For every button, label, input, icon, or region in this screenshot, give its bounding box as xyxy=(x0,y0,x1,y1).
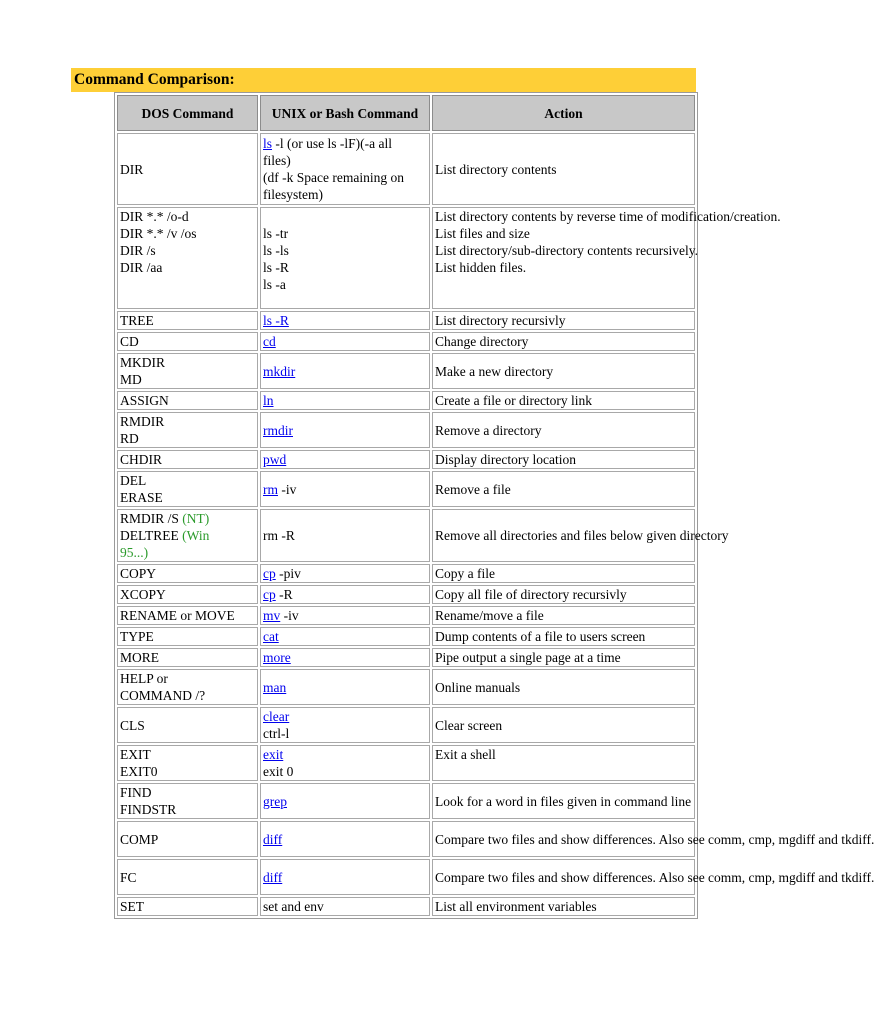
action-description: Copy all file of directory recursivly xyxy=(435,587,627,602)
unix-command-text: (df -k Space remaining on xyxy=(263,170,404,185)
dos-command-cell xyxy=(117,783,258,819)
action-cell xyxy=(432,627,695,646)
dos-command: FIND xyxy=(120,785,152,800)
unix-command xyxy=(263,527,427,544)
action-description: Online manuals xyxy=(435,679,521,695)
dos-command-cell xyxy=(117,564,258,583)
dos-command: FC xyxy=(120,869,137,885)
unix-command-cell xyxy=(260,669,430,705)
table-row xyxy=(117,311,695,330)
unix-command-link[interactable]: man xyxy=(263,679,287,695)
unix-command-cell xyxy=(260,391,430,410)
unix-command-text: -iv xyxy=(278,481,297,497)
dos-command-cell xyxy=(117,471,258,507)
unix-command-cell xyxy=(260,471,430,507)
dos-command: TREE xyxy=(120,313,154,328)
dos-command: COMP xyxy=(120,831,159,847)
unix-command-link[interactable]: ls xyxy=(263,136,273,151)
unix-command-text: ls -R xyxy=(263,260,289,275)
table-row xyxy=(117,412,695,448)
dos-command: CHDIR xyxy=(120,452,163,467)
unix-command-cell xyxy=(260,311,430,330)
dos-command: MORE xyxy=(120,650,160,665)
unix-command-cell xyxy=(260,745,430,781)
table-row xyxy=(117,859,695,895)
action-description: Dump contents of a file to users screen xyxy=(435,629,646,644)
table-row xyxy=(117,821,695,857)
unix-command xyxy=(263,679,427,696)
unix-command-text: exit 0 xyxy=(263,764,294,779)
table-header-row xyxy=(117,95,695,131)
unix-command-cell xyxy=(260,783,430,819)
action-cell xyxy=(432,897,695,916)
unix-command-link[interactable]: cp xyxy=(263,566,276,581)
table-row xyxy=(117,627,695,646)
unix-command xyxy=(263,649,427,666)
header-unix-command: UNIX or Bash Command xyxy=(260,95,430,131)
unix-command xyxy=(263,565,427,582)
unix-command-link[interactable]: grep xyxy=(263,793,287,809)
action-description: Look for a word in files given in command line xyxy=(435,793,692,809)
action-cell xyxy=(432,821,874,857)
action-description: Remove a directory xyxy=(435,422,542,438)
unix-command xyxy=(263,869,427,886)
action-cell xyxy=(432,412,695,448)
action-description: Pipe output a single page at a time xyxy=(435,650,621,665)
table-row xyxy=(117,391,695,410)
action-cell xyxy=(432,450,695,469)
unix-command-link[interactable]: ls -R xyxy=(263,313,289,328)
action-description: Exit a shell xyxy=(435,747,496,762)
dos-command-cell xyxy=(117,821,258,857)
table-row xyxy=(117,669,695,705)
unix-command-text: ls -tr xyxy=(263,226,289,241)
table-row xyxy=(117,606,695,625)
dos-command-cell xyxy=(117,332,258,351)
unix-command-text: -iv xyxy=(280,608,299,623)
platform-note: 95...) xyxy=(120,545,149,560)
table-row xyxy=(117,897,695,916)
unix-command-link[interactable]: cd xyxy=(263,334,276,349)
unix-command xyxy=(263,186,427,203)
unix-command-text: -piv xyxy=(275,566,301,581)
unix-command-text: files) xyxy=(263,153,291,168)
action-cell xyxy=(432,585,695,604)
action-description: Compare two files and show differences. Also see comm, cmp, mgdiff and tkdiff. xyxy=(435,869,874,885)
dos-command-cell xyxy=(117,627,258,646)
unix-command-cell xyxy=(260,897,430,916)
action-description: Remove a file xyxy=(435,481,511,497)
unix-command-link[interactable]: rm xyxy=(263,481,278,497)
action-description: List directory contents xyxy=(435,161,557,177)
dos-command-cell xyxy=(117,207,258,309)
action-description: Clear screen xyxy=(435,717,503,733)
table-row xyxy=(117,783,695,819)
unix-command xyxy=(263,763,427,780)
dos-command: DIR /aa xyxy=(120,260,163,275)
dos-command: DIR *.* /v /os xyxy=(120,226,197,241)
action-cell xyxy=(432,859,874,895)
dos-command: XCOPY xyxy=(120,587,166,602)
unix-command-text: ls -ls xyxy=(263,243,289,258)
unix-command-link[interactable]: ln xyxy=(263,393,274,408)
action-description: Compare two files and show differences. Also see comm, cmp, mgdiff and tkdiff. xyxy=(435,831,874,847)
dos-command: DIR /s xyxy=(120,243,156,258)
action-cell xyxy=(432,564,695,583)
unix-command-link[interactable]: clear xyxy=(263,709,290,724)
unix-command-cell xyxy=(260,821,430,857)
action-description: Change directory xyxy=(435,334,529,349)
unix-command-link[interactable]: exit xyxy=(263,747,284,762)
unix-command-text: filesystem) xyxy=(263,187,323,202)
section-title: Command Comparison: xyxy=(71,68,696,92)
action-description: Make a new directory xyxy=(435,363,554,379)
table-row xyxy=(117,450,695,469)
dos-command-text: RMDIR /S xyxy=(120,511,183,526)
dos-command-text: DELTREE xyxy=(120,528,183,543)
header-dos-command: DOS Command xyxy=(117,95,258,131)
unix-command-cell xyxy=(260,332,430,351)
dos-command: ASSIGN xyxy=(120,393,169,408)
unix-command-link[interactable]: diff xyxy=(263,831,283,847)
dos-command-cell xyxy=(117,353,258,389)
dos-command: ERASE xyxy=(120,490,163,505)
dos-command-cell xyxy=(117,669,258,705)
action-description: List all environment variables xyxy=(435,899,597,914)
unix-command xyxy=(263,225,427,242)
unix-command-text: -R xyxy=(275,587,293,602)
unix-command-text: ctrl-l xyxy=(263,726,290,741)
dos-command-cell xyxy=(117,606,258,625)
unix-command xyxy=(263,898,427,915)
dos-command: CD xyxy=(120,334,139,349)
unix-command-text: set and env xyxy=(263,899,324,914)
dos-command: RD xyxy=(120,431,139,446)
unix-command xyxy=(263,607,427,624)
action-cell xyxy=(432,353,695,389)
unix-command-cell xyxy=(260,859,430,895)
table-row xyxy=(117,564,695,583)
action-cell xyxy=(432,783,695,819)
unix-command xyxy=(263,392,427,409)
unix-command xyxy=(263,276,427,293)
dos-command-cell xyxy=(117,412,258,448)
unix-command xyxy=(263,586,427,603)
action-description: List directory contents by reverse time of modification/creation. xyxy=(435,209,781,224)
action-cell xyxy=(432,332,695,351)
unix-command xyxy=(263,725,427,742)
unix-command xyxy=(263,169,427,186)
dos-command xyxy=(120,527,255,544)
action-description: List directory/sub-directory contents recursively. xyxy=(435,243,699,258)
unix-command xyxy=(263,628,427,645)
table-row xyxy=(117,509,695,562)
unix-command-cell xyxy=(260,707,430,743)
unix-command-cell xyxy=(260,133,430,205)
unix-command-link[interactable]: cp xyxy=(263,587,276,602)
unix-command xyxy=(263,333,427,350)
platform-note: (Win xyxy=(182,528,210,543)
unix-command-cell xyxy=(260,412,430,448)
dos-command xyxy=(120,510,255,527)
action-description: Display directory location xyxy=(435,452,576,467)
dos-command: HELP or xyxy=(120,671,168,686)
action-cell xyxy=(432,648,695,667)
dos-command: DIR xyxy=(120,161,144,177)
dos-command-cell xyxy=(117,450,258,469)
command-comparison-table xyxy=(114,92,874,919)
unix-command xyxy=(263,242,427,259)
unix-command-link[interactable]: more xyxy=(263,650,291,665)
unix-command-cell xyxy=(260,207,430,309)
table-row xyxy=(117,745,695,781)
unix-command-cell xyxy=(260,648,430,667)
table-row xyxy=(117,648,695,667)
unix-command-link[interactable]: mkdir xyxy=(263,363,296,379)
unix-command-link[interactable]: pwd xyxy=(263,452,287,467)
action-description: Rename/move a file xyxy=(435,608,544,623)
action-description: Create a file or directory link xyxy=(435,393,593,408)
action-cell xyxy=(432,669,695,705)
unix-command xyxy=(263,152,427,169)
table-row xyxy=(117,585,695,604)
action-cell xyxy=(432,745,695,781)
table-row xyxy=(117,471,695,507)
unix-command xyxy=(263,793,427,810)
action-cell xyxy=(432,311,695,330)
unix-command xyxy=(263,422,427,439)
unix-command-cell xyxy=(260,606,430,625)
unix-command xyxy=(263,135,427,152)
dos-command: SET xyxy=(120,899,145,914)
action-description: List files and size xyxy=(435,226,530,241)
action-cell xyxy=(432,707,695,743)
unix-command xyxy=(263,259,427,276)
unix-command-cell xyxy=(260,450,430,469)
action-cell xyxy=(432,391,695,410)
action-description: List hidden files. xyxy=(435,260,527,275)
unix-command xyxy=(263,451,427,468)
table-row xyxy=(117,353,695,389)
unix-command xyxy=(263,312,427,329)
dos-command-cell xyxy=(117,648,258,667)
dos-command-cell xyxy=(117,897,258,916)
dos-command: CLS xyxy=(120,717,145,733)
table-row xyxy=(117,332,695,351)
dos-command: DIR *.* /o-d xyxy=(120,209,189,224)
platform-note: (NT) xyxy=(182,511,210,526)
action-cell xyxy=(432,133,695,205)
unix-command-cell xyxy=(260,353,430,389)
dos-command: FINDSTR xyxy=(120,802,177,817)
unix-command-link[interactable]: mv xyxy=(263,608,281,623)
dos-command: MD xyxy=(120,372,142,387)
dos-command-cell xyxy=(117,585,258,604)
unix-command-link[interactable]: rmdir xyxy=(263,422,293,438)
unix-command-link[interactable]: diff xyxy=(263,869,283,885)
unix-command-cell xyxy=(260,585,430,604)
table-row xyxy=(117,707,695,743)
unix-command-text: -l (or use ls -lF)(-a all xyxy=(272,136,392,151)
unix-command-text: rm -R xyxy=(263,528,295,543)
dos-command: DEL xyxy=(120,473,147,488)
dos-command: MKDIR xyxy=(120,355,166,370)
dos-command: COMMAND /? xyxy=(120,688,206,703)
dos-command-cell xyxy=(117,509,258,562)
unix-command xyxy=(263,831,427,848)
unix-command xyxy=(263,708,427,725)
dos-command: RMDIR xyxy=(120,414,165,429)
dos-command: EXIT0 xyxy=(120,764,158,779)
dos-command xyxy=(120,544,255,561)
dos-command-cell xyxy=(117,391,258,410)
dos-command: COPY xyxy=(120,566,157,581)
unix-command-link[interactable]: cat xyxy=(263,629,279,644)
action-description: List directory recursivly xyxy=(435,313,566,328)
header-action: Action xyxy=(432,95,695,131)
unix-command xyxy=(263,208,427,225)
action-cell xyxy=(432,471,695,507)
table-row xyxy=(117,133,695,205)
unix-command xyxy=(263,746,427,763)
dos-command-cell xyxy=(117,707,258,743)
dos-command-cell xyxy=(117,133,258,205)
dos-command-cell xyxy=(117,745,258,781)
dos-command-cell xyxy=(117,859,258,895)
unix-command-cell xyxy=(260,509,430,562)
action-description: Copy a file xyxy=(435,566,495,581)
action-cell xyxy=(432,606,695,625)
unix-command-cell xyxy=(260,564,430,583)
action-cell xyxy=(432,509,729,562)
dos-command: TYPE xyxy=(120,629,154,644)
dos-command-cell xyxy=(117,311,258,330)
unix-command-cell xyxy=(260,627,430,646)
unix-command-text: ls -a xyxy=(263,277,286,292)
dos-command: RENAME or MOVE xyxy=(120,608,235,623)
action-cell xyxy=(432,207,781,309)
dos-command: EXIT xyxy=(120,747,151,762)
unix-command xyxy=(263,481,427,498)
table-row xyxy=(117,207,695,309)
unix-command xyxy=(263,363,427,380)
action-description: Remove all directories and files below given directory xyxy=(435,528,729,543)
